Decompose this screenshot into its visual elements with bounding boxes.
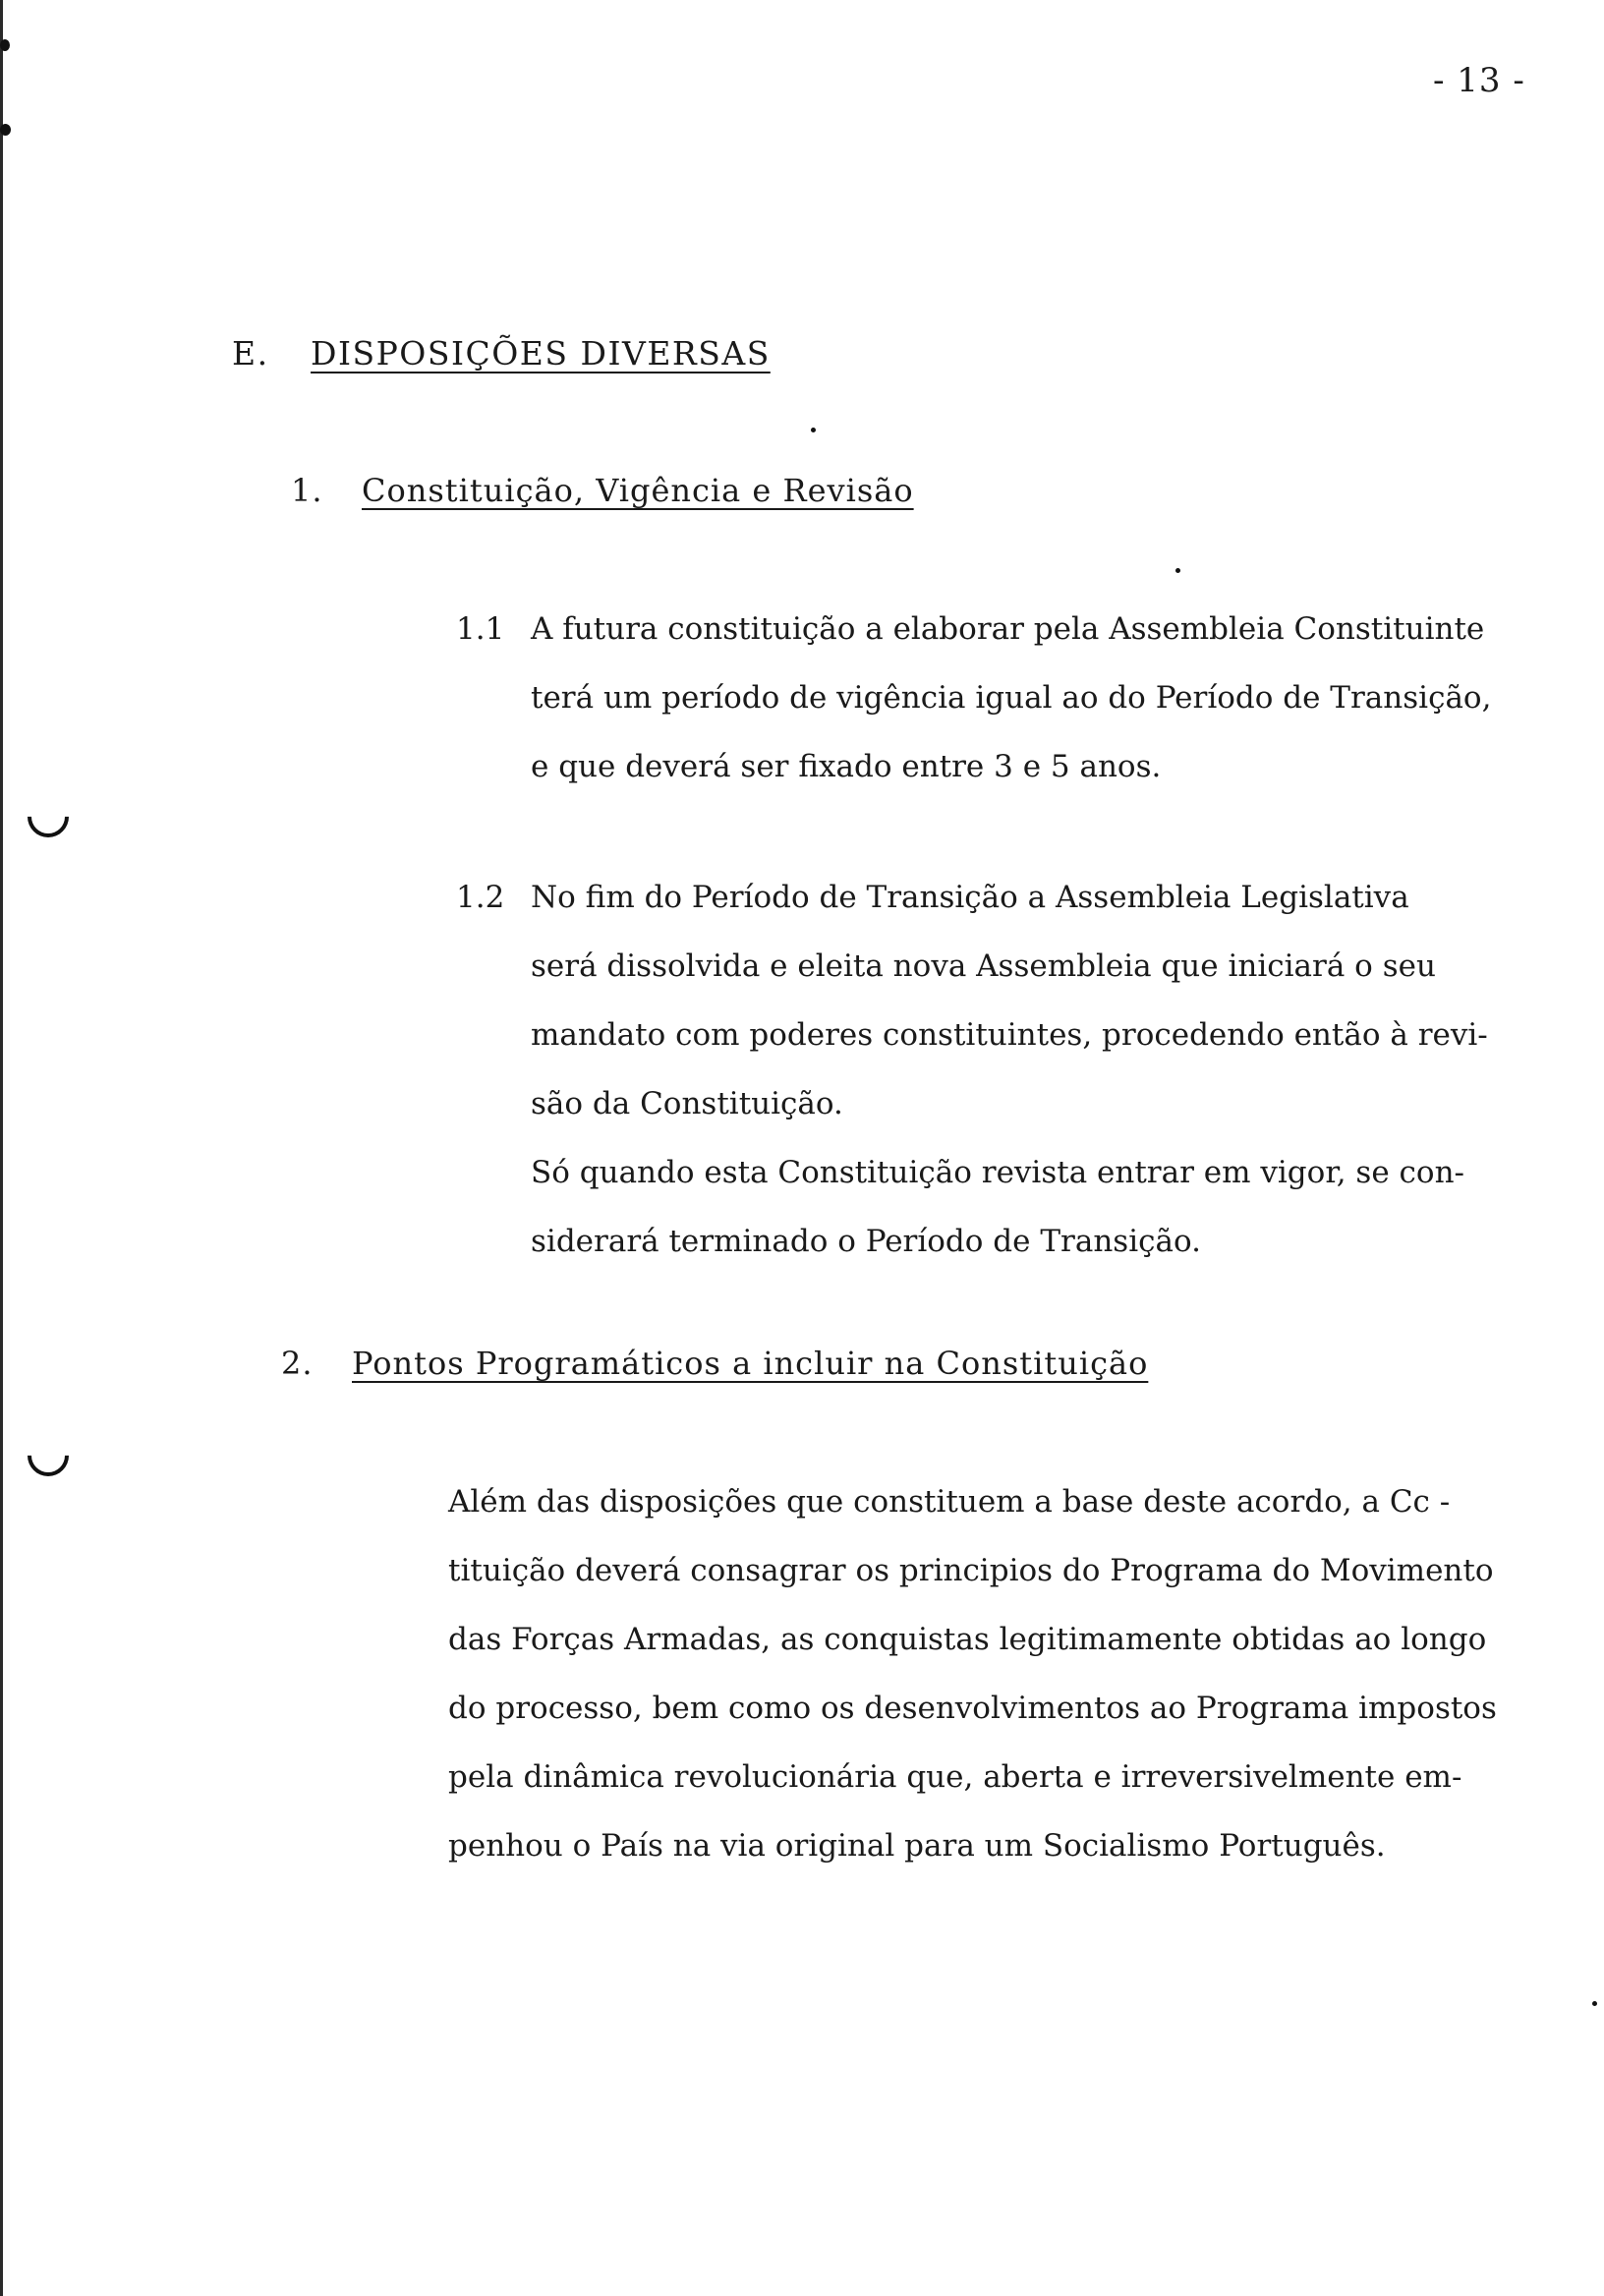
text-line: pela dinâmica revolucionária que, aberta e irreversivelmente em- xyxy=(448,1759,1462,1795)
subsection-number: 2. xyxy=(281,1345,314,1382)
text-line: Só quando esta Constituição revista entrar em vigor, se con- xyxy=(531,1155,1465,1190)
clause-number: 1.1 xyxy=(456,611,505,647)
scan-speck xyxy=(1592,2001,1597,2006)
text-line: terá um período de vigência igual ao do Período de Transição, xyxy=(531,680,1492,716)
scan-speck xyxy=(811,428,816,432)
section-letter: E. xyxy=(232,334,269,373)
clause xyxy=(456,595,1586,801)
page-edge-line xyxy=(0,0,3,2296)
scan-speck xyxy=(0,124,11,136)
text-line: A futura constituição a elaborar pela Assembleia Constituinte xyxy=(531,611,1485,647)
text-line: são da Constituição. xyxy=(531,1086,843,1121)
text-line: tituição deverá consagrar os principios do Programa do Movimento xyxy=(448,1553,1494,1588)
text-line: do processo, bem como os desenvolvimentos ao Programa impostos xyxy=(448,1691,1497,1726)
subsection-title: Constituição, Vigência e Revisão xyxy=(362,472,914,509)
subsection-heading xyxy=(281,1345,1148,1382)
text-line: será dissolvida e eleita nova Assembleia que iniciará o seu xyxy=(531,948,1436,984)
text-line: siderará terminado o Período de Transição. xyxy=(531,1224,1201,1259)
text-line: Além das disposições que constituem a base deste acordo, a Cc - xyxy=(448,1484,1451,1520)
body-paragraph xyxy=(448,1467,1497,1880)
clause-number: 1.2 xyxy=(456,880,505,915)
text-line: penhou o País na via original para um Socialismo Português. xyxy=(448,1828,1386,1864)
subsection-heading xyxy=(291,472,914,509)
subsection-number: 1. xyxy=(291,472,323,509)
scan-speck xyxy=(1175,568,1180,573)
section-title: DISPOSIÇÕES DIVERSAS xyxy=(311,334,771,373)
clause-text xyxy=(531,595,1586,801)
margin-punch-mark xyxy=(19,1426,77,1484)
subsection-title: Pontos Programáticos a incluir na Constituição xyxy=(352,1345,1149,1382)
margin-punch-mark xyxy=(19,787,77,845)
page-number: - 13 - xyxy=(1433,61,1525,100)
text-line: e que deverá ser fixado entre 3 e 5 anos. xyxy=(531,749,1162,784)
section-heading xyxy=(232,334,771,373)
clause xyxy=(456,863,1586,1276)
scan-speck xyxy=(0,39,10,51)
text-line: No fim do Período de Transição a Assembleia Legislativa xyxy=(531,880,1409,915)
text-line: das Forças Armadas, as conquistas legitimamente obtidas ao longo xyxy=(448,1622,1487,1657)
clause-text xyxy=(531,863,1586,1276)
text-line: mandato com poderes constituintes, procedendo então à revi- xyxy=(531,1017,1488,1053)
